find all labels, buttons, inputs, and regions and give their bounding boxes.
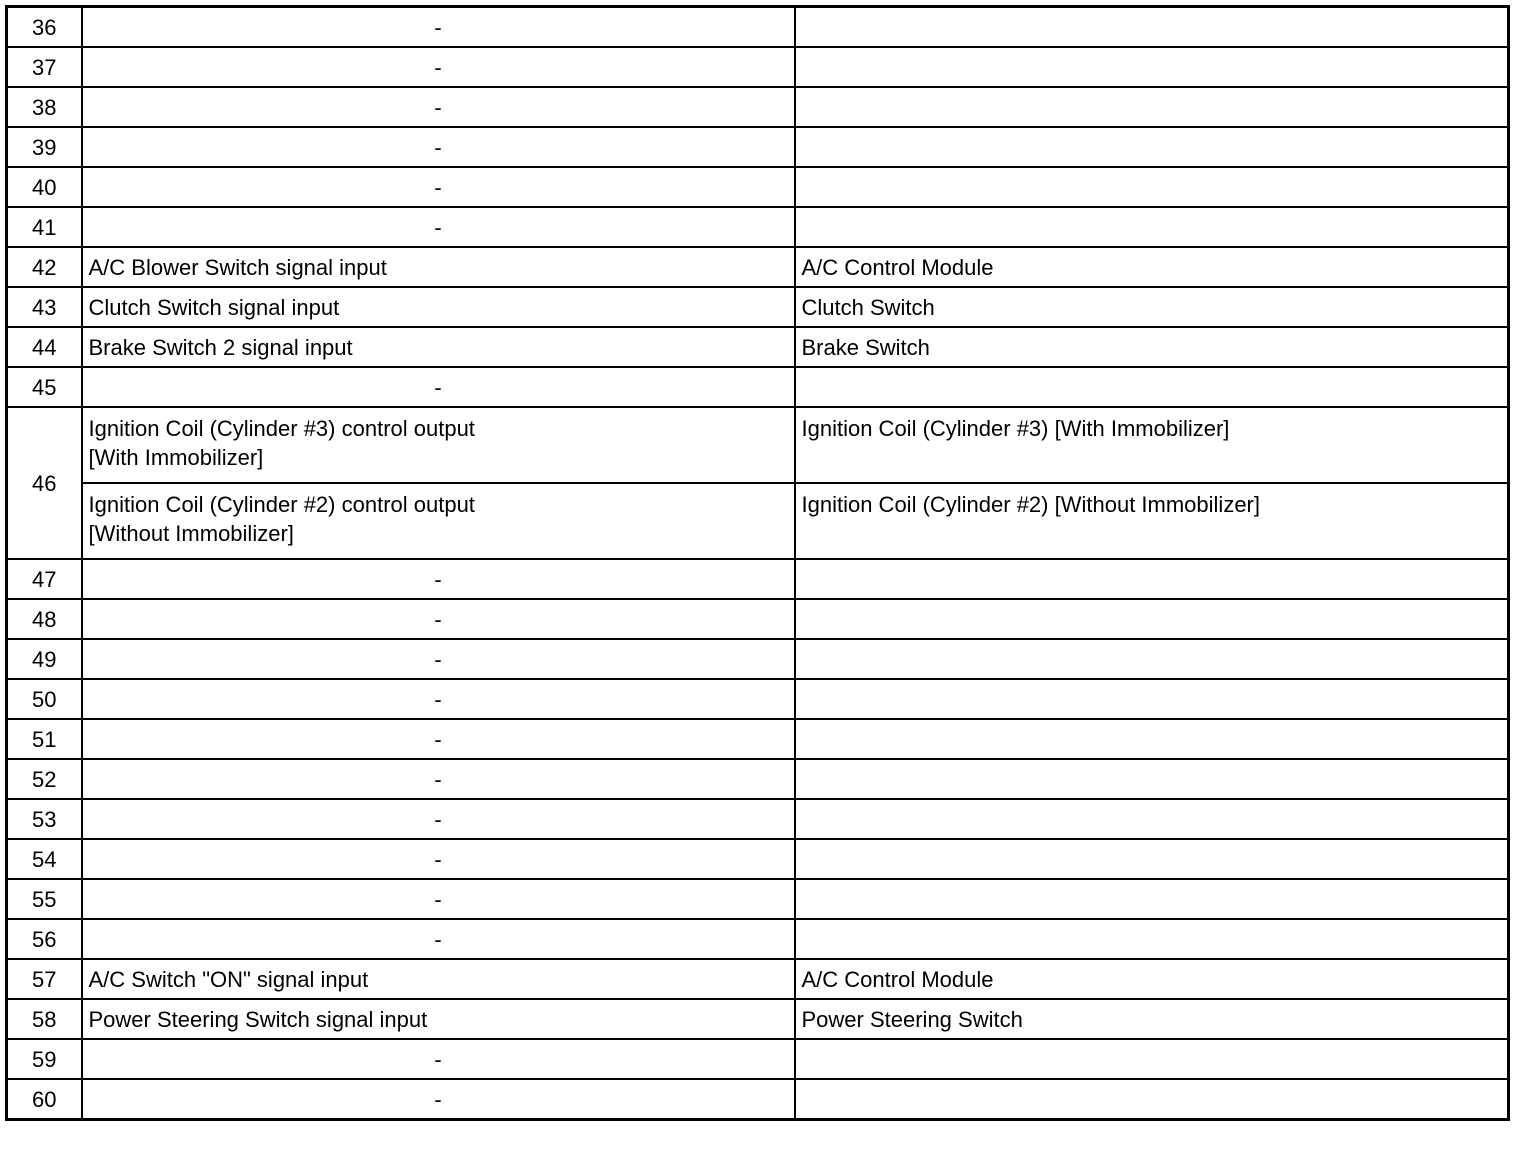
connection: A/C Control Module (795, 247, 1509, 287)
table-row (7, 7, 1509, 48)
description: - (82, 7, 795, 48)
description: - (82, 879, 795, 919)
table-row (7, 639, 1509, 679)
pin-number: 36 (7, 7, 82, 48)
pin-number: 60 (7, 1079, 82, 1120)
description: - (82, 1079, 795, 1120)
connection (795, 167, 1509, 207)
connection: Ignition Coil (Cylinder #2) [Without Immobilizer] (795, 483, 1509, 559)
description: A/C Blower Switch signal input (82, 247, 795, 287)
description: - (82, 367, 795, 407)
connection (795, 367, 1509, 407)
description: - (82, 207, 795, 247)
table-row (7, 287, 1509, 327)
description: A/C Switch "ON" signal input (82, 959, 795, 999)
pin-number: 43 (7, 287, 82, 327)
connection (795, 839, 1509, 879)
connection (795, 127, 1509, 167)
description: - (82, 87, 795, 127)
pin-number: 47 (7, 559, 82, 599)
connection: Brake Switch (795, 327, 1509, 367)
pin-number: 49 (7, 639, 82, 679)
pin-number: 58 (7, 999, 82, 1039)
table-row (7, 87, 1509, 127)
description: - (82, 127, 795, 167)
connection (795, 87, 1509, 127)
description: - (82, 47, 795, 87)
table-row (7, 719, 1509, 759)
pin-number: 42 (7, 247, 82, 287)
description: Power Steering Switch signal input (82, 999, 795, 1039)
pin-number: 40 (7, 167, 82, 207)
table-row (7, 1079, 1509, 1120)
pin-number: 39 (7, 127, 82, 167)
pin-number: 41 (7, 207, 82, 247)
pin-number: 56 (7, 919, 82, 959)
description: - (82, 919, 795, 959)
connection (795, 919, 1509, 959)
connection (795, 47, 1509, 87)
table-row (7, 127, 1509, 167)
connection: Ignition Coil (Cylinder #3) [With Immobilizer] (795, 407, 1509, 483)
table-row (7, 879, 1509, 919)
table-row (7, 47, 1509, 87)
pin-number: 52 (7, 759, 82, 799)
connection: Power Steering Switch (795, 999, 1509, 1039)
pin-number: 44 (7, 327, 82, 367)
table-row (7, 599, 1509, 639)
connection: A/C Control Module (795, 959, 1509, 999)
table-row (7, 559, 1509, 599)
pin-number: 38 (7, 87, 82, 127)
connection (795, 759, 1509, 799)
pin-number: 54 (7, 839, 82, 879)
pin-number: 48 (7, 599, 82, 639)
table-row (7, 407, 1509, 483)
pin-number: 59 (7, 1039, 82, 1079)
connection (795, 1039, 1509, 1079)
pin-number: 57 (7, 959, 82, 999)
description-line: [With Immobilizer] (88, 445, 264, 470)
table-row (7, 759, 1509, 799)
description: - (82, 719, 795, 759)
connection (795, 679, 1509, 719)
pin-number: 46 (7, 407, 82, 559)
table-row (7, 483, 1509, 559)
description: - (82, 167, 795, 207)
description-line: [Without Immobilizer] (88, 521, 294, 546)
description-line: Ignition Coil (Cylinder #2) control output (88, 492, 475, 517)
table-row (7, 1039, 1509, 1079)
pin-number: 53 (7, 799, 82, 839)
table-row (7, 679, 1509, 719)
connection (795, 599, 1509, 639)
connection (795, 879, 1509, 919)
table-row (7, 247, 1509, 287)
table-row (7, 367, 1509, 407)
connection (795, 719, 1509, 759)
pin-number: 45 (7, 367, 82, 407)
description-line: Ignition Coil (Cylinder #3) control output (88, 416, 475, 441)
description (82, 407, 795, 483)
table-row (7, 207, 1509, 247)
description: - (82, 839, 795, 879)
description: - (82, 559, 795, 599)
pin-number: 51 (7, 719, 82, 759)
table-row (7, 839, 1509, 879)
table-row (7, 167, 1509, 207)
pin-number: 55 (7, 879, 82, 919)
description: - (82, 759, 795, 799)
connection (795, 1079, 1509, 1120)
description: Clutch Switch signal input (82, 287, 795, 327)
description: - (82, 1039, 795, 1079)
pin-table (5, 5, 1510, 1121)
table-row (7, 999, 1509, 1039)
table-row (7, 799, 1509, 839)
connection (795, 207, 1509, 247)
connection: Clutch Switch (795, 287, 1509, 327)
description: Brake Switch 2 signal input (82, 327, 795, 367)
pin-number: 50 (7, 679, 82, 719)
table-row (7, 959, 1509, 999)
table-row (7, 919, 1509, 959)
connection (795, 639, 1509, 679)
table-row (7, 327, 1509, 367)
connection (795, 7, 1509, 48)
pin-number: 37 (7, 47, 82, 87)
connection (795, 799, 1509, 839)
description: - (82, 639, 795, 679)
description (82, 483, 795, 559)
connection (795, 559, 1509, 599)
description: - (82, 679, 795, 719)
description: - (82, 599, 795, 639)
description: - (82, 799, 795, 839)
